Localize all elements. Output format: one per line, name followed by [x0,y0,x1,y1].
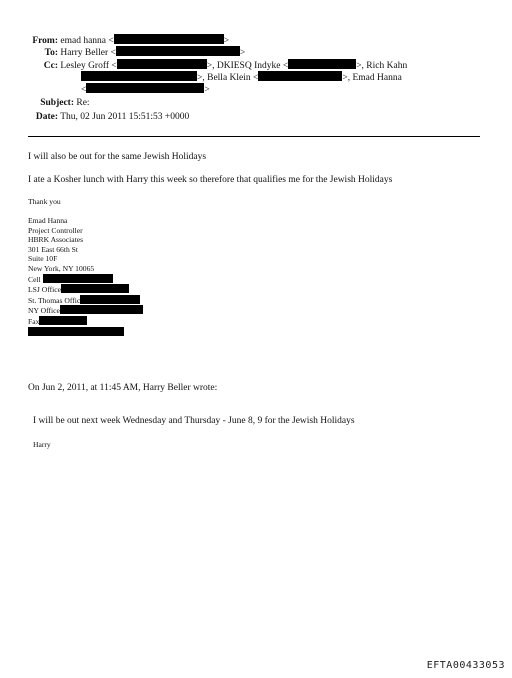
bracket: > [239,48,246,58]
message-thanks: Thank you [28,197,61,206]
date-label: Date: [35,112,58,122]
to-label: To: [44,48,58,58]
cc-value-2: >, DKIESQ Indyke < [206,61,289,71]
signature-fax-row [28,316,143,327]
redaction-box [258,71,342,81]
signature-lsj: LSJ Office [28,285,61,295]
redaction-box [60,305,143,314]
signature-lsj-row [28,284,143,295]
redaction-box [43,274,113,283]
cc-value-1: Lesley Groff < [60,61,117,71]
message-line-1: I will also be out for the same Jewish Holidays [28,152,207,162]
bates-number: EFTA00433053 [426,660,505,671]
to-row [0,46,245,59]
quoted-sign: Harry [33,440,51,449]
bracket: > [204,85,210,95]
redaction-box [114,34,224,44]
redaction-box [117,59,207,69]
signature-cell-row [28,274,143,285]
date-value: Thu, 02 Jun 2011 15:51:53 +0000 [60,112,190,122]
message-line-2: I ate a Kosher lunch with Harry this week so therefore that qualifies me for the Jewish Holidays [28,175,393,185]
signature-block [28,216,143,337]
signature-name: Emad Hanna [28,216,68,225]
signature-ny-row [28,305,143,316]
subject-row [0,97,90,109]
signature-extra-row [28,327,143,338]
signature-stthomas-row [28,295,143,306]
date-row [0,111,189,123]
redaction-box [81,71,197,81]
cc-value-5: >, Emad Hanna [342,73,402,83]
header-divider [28,136,480,137]
cc-row-3 [81,83,210,96]
signature-company: HBRK Associates [28,235,84,245]
signature-city: New York, NY 10065 [28,263,95,273]
cc-value-3: >, Rich Kahn [356,61,408,71]
quoted-line-1: I will be out next week Wednesday and Thursday - June 8, 9 for the Jewish Holidays [33,416,355,426]
redaction-box [288,59,356,69]
from-label: From: [32,36,58,46]
redaction-box [80,295,140,304]
cc-value-6: < [81,85,87,95]
signature-cell: Cell [28,274,41,284]
quoted-intro: On Jun 2, 2011, at 11:45 AM, Harry Beller wrote: [28,383,218,393]
bracket: > [223,36,230,46]
redaction-box [116,46,240,56]
redaction-box [39,316,87,325]
to-value: Harry Beller < [60,48,116,58]
subject-label: Subject: [40,98,74,108]
signature-fax: Fax [28,316,40,326]
redaction-box [61,284,129,293]
redaction-box [86,83,204,93]
cc-label: Cc: [43,61,58,71]
signature-title: Project Controller [28,225,83,235]
redaction-box [28,327,124,336]
signature-ny: NY Office [28,306,60,316]
signature-stthomas: St. Thomas Offic [28,295,81,305]
cc-value-4: >, Bella Klein < [197,73,259,83]
subject-value: Re: [76,98,90,108]
signature-address-2: Suite 10F [28,254,58,264]
signature-address-1: 301 East 66th St [28,244,78,254]
from-value: emad hanna < [60,36,114,46]
